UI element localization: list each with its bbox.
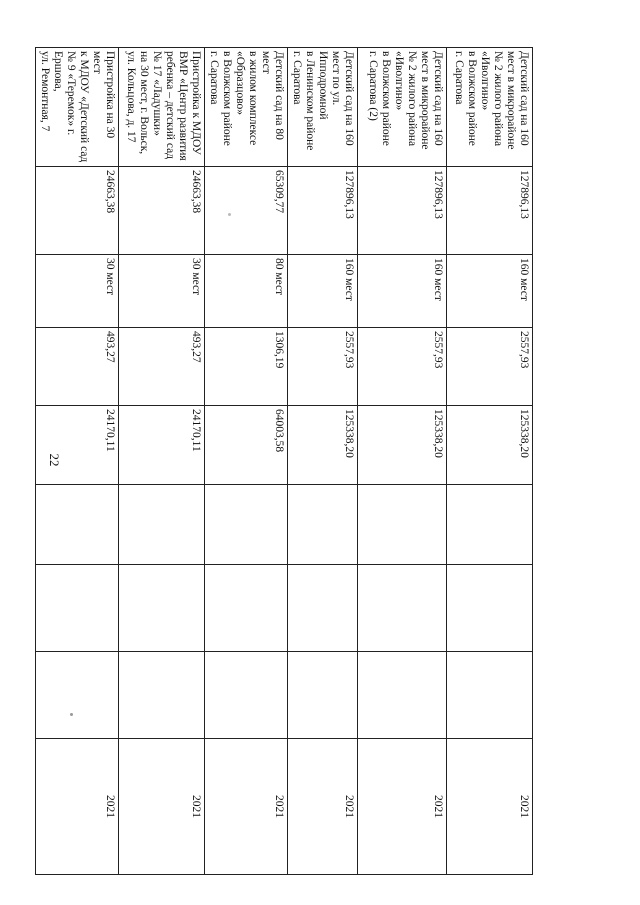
capacity-cell: 30 мест [36,255,119,328]
total-cost-cell: 24663,38 [119,167,205,255]
value-cell: 125338,20 [288,406,358,485]
capacity-cell: 80 мест [205,255,288,328]
value-cell: 493,27 [36,328,119,406]
value-cell: 24170,11 [119,406,205,485]
year-cell: 2021 [288,739,358,875]
construction-objects-table [35,47,533,875]
object-name-cell: Детский сад на 160 мест в микрорайоне № 2 жилого района «Иволгино» в Волжском районе г. Саратова (2) [358,48,447,167]
page-number: 22 [47,453,62,467]
empty-cell [288,652,358,739]
capacity-cell: 160 мест [358,255,447,328]
empty-cell [205,565,288,652]
value-cell: 64003,58 [205,406,288,485]
empty-cell [288,565,358,652]
value-cell: 493,27 [119,328,205,406]
empty-cell [36,485,119,565]
year-cell: 2021 [36,739,119,875]
table-row [447,48,533,875]
value-cell: 2557,93 [288,328,358,406]
year-cell: 2021 [447,739,533,875]
value-cell: 2557,93 [447,328,533,406]
empty-cell [447,652,533,739]
empty-cell [447,485,533,565]
table-row [205,48,288,875]
empty-cell [205,652,288,739]
empty-cell [36,652,119,739]
object-name-cell: Детский сад на 160 мест в микрорайоне № 2 жилого района «Иволгино» в Волжском районе г. Саратова [447,48,533,167]
capacity-cell: 30 мест [119,255,205,328]
total-cost-cell: 127896,13 [288,167,358,255]
value-cell: 1306,19 [205,328,288,406]
empty-cell [119,652,205,739]
object-name-cell: Пристройка на 30 мест к МДОУ «Детский сад № 9 «Теремок» г. Ершова, ул. Ремонтная, 7 [36,48,119,167]
empty-cell [119,565,205,652]
total-cost-cell: 65309,77 [205,167,288,255]
value-cell: 125338,20 [358,406,447,485]
empty-cell [205,485,288,565]
empty-cell [358,652,447,739]
capacity-cell: 160 мест [288,255,358,328]
empty-cell [288,485,358,565]
object-name-cell: Детский сад на 160 мест по ул. Ипподромной в Ленинском районе г. Саратова [288,48,358,167]
table-row [358,48,447,875]
year-cell: 2021 [119,739,205,875]
empty-cell [119,485,205,565]
capacity-cell: 160 мест [447,255,533,328]
empty-cell [447,565,533,652]
table-row [288,48,358,875]
value-cell: 2557,93 [358,328,447,406]
empty-cell [36,565,119,652]
empty-cell [358,485,447,565]
table-row [119,48,205,875]
year-cell: 2021 [358,739,447,875]
value-cell: 125338,20 [447,406,533,485]
year-cell: 2021 [205,739,288,875]
empty-cell [358,565,447,652]
object-name-cell: Детский сад на 80 мест в жилом комплексе «Образцово» в Волжском районе г. Саратова [205,48,288,167]
total-cost-cell: 127896,13 [358,167,447,255]
total-cost-cell: 24663,38 [36,167,119,255]
value-cell: 24170,11 [36,406,119,485]
object-name-cell: Пристройка к МДОУ ВМР «Центр развития ребенка – детский сад № 17 «Ладушки» на 30 мест, г. Вольск, ул. Кольцова, д. 17 [119,48,205,167]
total-cost-cell: 127896,13 [447,167,533,255]
table-row [36,48,119,875]
